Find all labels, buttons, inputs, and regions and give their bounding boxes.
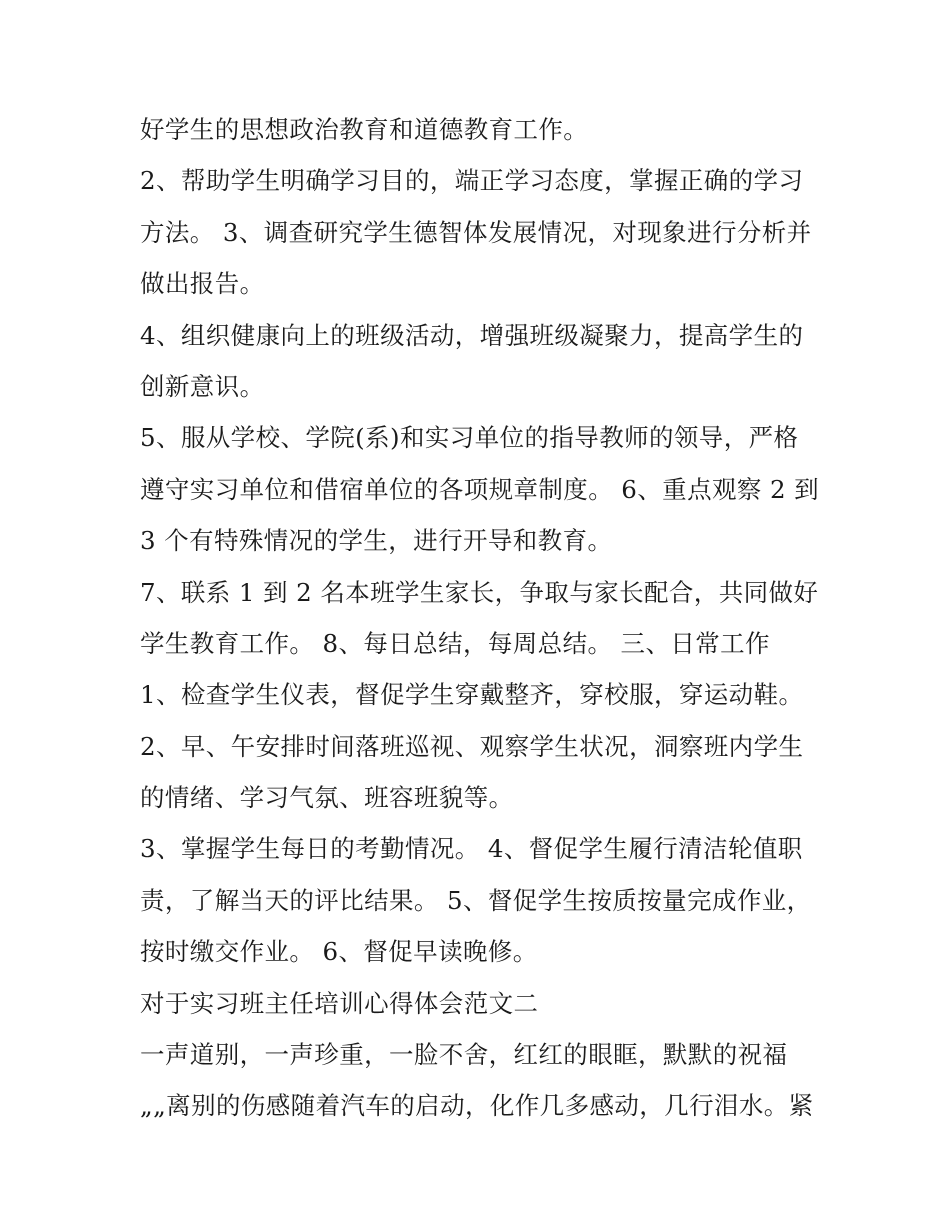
text-line: 4、组织健康向上的班级活动，增强班级凝聚力，提高学生的 <box>140 320 804 350</box>
text-line: „„离别的伤感随着汽车的启动，化作几多感动，几行泪水。紧 <box>140 1091 814 1121</box>
text-line: 做出报告。 <box>140 269 265 299</box>
text-line: 遵守实习单位和借宿单位的各项规章制度。 6、重点观察 2 到 <box>140 474 820 504</box>
text-line: 学生教育工作。 8、每日总结，每周总结。 三、日常工作 <box>140 628 770 658</box>
text-line: 3、掌握学生每日的考勤情况。 4、督促学生履行清洁轮值职 <box>140 834 803 864</box>
text-line: 责，了解当天的评比结果。 5、督促学生按质按量完成作业， <box>140 885 812 915</box>
document-body <box>140 104 820 1132</box>
text-line: 按时缴交作业。 6、督促早读晚修。 <box>140 937 538 967</box>
section-title: 对于实习班主任培训心得体会范文二 <box>140 988 539 1018</box>
text-line: 一声道别，一声珍重，一脸不舍，红红的眼眶，默默的祝福 <box>140 1040 788 1070</box>
text-line: 1、检查学生仪表，督促学生穿戴整齐，穿校服，穿运动鞋。 <box>140 680 804 710</box>
text-line: 7、联系 1 到 2 名本班学生家长，争取与家长配合，共同做好 <box>140 577 819 607</box>
text-line: 5、服从学校、学院(系)和实习单位的指导教师的领导，严格 <box>140 423 799 453</box>
text-line: 2、帮助学生明确学习目的，端正学习态度，掌握正确的学习 <box>140 166 804 196</box>
text-line: 创新意识。 <box>140 371 265 401</box>
text-line: 的情绪、学习气氛、班容班貌等。 <box>140 783 514 813</box>
text-line: 2、早、午安排时间落班巡视、观察学生状况，洞察班内学生 <box>140 731 804 761</box>
text-line: 3 个有特殊情况的学生，进行开导和教育。 <box>140 526 613 556</box>
text-line: 好学生的思想政治教育和道德教育工作。 <box>140 115 589 144</box>
text-line: 方法。 3、调查研究学生德智体发展情况，对现象进行分析并 <box>140 217 812 247</box>
